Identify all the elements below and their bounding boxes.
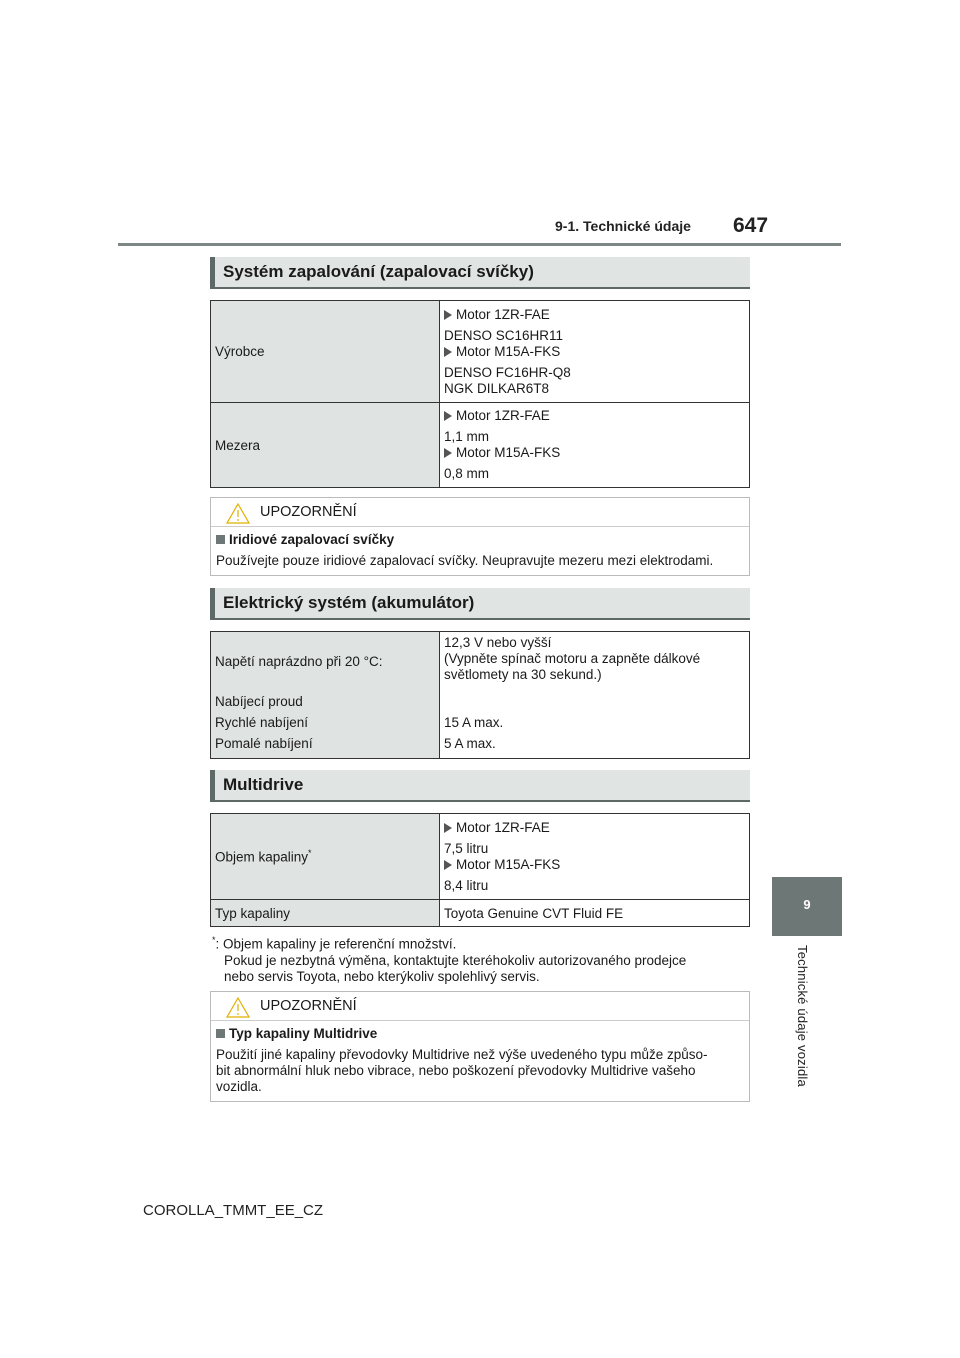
engine-1zr: Motor 1ZR-FAE [456, 819, 550, 835]
caution-text: Používejte pouze iridiové zapalovací svíčky. Neupravujte mezeru mezi elektrodami. [216, 553, 714, 568]
arrow-icon [444, 448, 452, 458]
footnote-line-2: Pokud je nezbytná výměna, kontaktujte kteréhokoliv autorizovaného prodejce [224, 952, 687, 968]
ignition-heading: Systém zapalování (zapalovací svíčky) [210, 257, 750, 289]
voltage-label: Napětí naprázdno při 20 °C: [211, 632, 440, 691]
bullet-square-icon [216, 1029, 225, 1038]
document-code: COROLLA_TMMT_EE_CZ [143, 1202, 324, 1219]
multidrive-table [210, 813, 750, 927]
plug-denso-m15a: DENSO FC16HR-Q8 [444, 364, 571, 380]
caution-box-spark-plugs [210, 497, 750, 576]
bullet-square-icon [216, 535, 225, 544]
caution-heading: UPOZORNĚNÍ [260, 998, 357, 1014]
table-row [211, 691, 750, 712]
footnote-line-3: nebo servis Toyota, nebo kterýkoliv spolehlivý servis. [224, 968, 540, 984]
warning-triangle-icon [226, 503, 250, 524]
plug-ngk-m15a: NGK DILKAR6T8 [444, 380, 550, 396]
engine-1zr: Motor 1ZR-FAE [456, 306, 550, 322]
engine-m15a: Motor M15A-FKS [456, 445, 561, 460]
caution-text-line-1: Použití jiné kapaliny převodovky Multidrive než výše uvedeného typu může způso- [216, 1047, 708, 1062]
arrow-icon [444, 347, 452, 357]
chapter-tab [772, 877, 842, 936]
caution-title: Typ kapaliny Multidrive [229, 1026, 378, 1041]
chapter-number: 9 [803, 897, 811, 912]
table-row [211, 712, 750, 733]
section-title: 9-1. Technické údaje [555, 218, 691, 234]
warning-triangle-icon [226, 997, 250, 1018]
fluid-capacity-value [440, 814, 750, 900]
charge-current-value [440, 691, 750, 712]
gap-value [440, 403, 750, 488]
table-row [211, 403, 750, 488]
ignition-table [210, 300, 750, 488]
arrow-icon [444, 411, 452, 421]
capacity-1zr: 7,5 litru [444, 840, 489, 856]
voltage-note: (Vypněte spínač motoru a zapněte dálkové světlomety na 30 sekund.) [444, 651, 701, 682]
fluid-capacity-label [211, 814, 440, 900]
table-row [211, 632, 750, 691]
gap-1zr: 1,1 mm [444, 429, 490, 444]
engine-m15a: Motor M15A-FKS [456, 343, 561, 359]
page-number: 647 [733, 214, 769, 237]
multidrive-heading: Multidrive [210, 770, 750, 802]
fast-charge-value: 15 A max. [440, 712, 750, 733]
fast-charge-label: Rychlé nabíjení [211, 712, 440, 733]
battery-heading: Elektrický systém (akumulátor) [210, 588, 750, 620]
arrow-icon [444, 860, 452, 870]
caution-text-line-3: vozidla. [216, 1079, 262, 1094]
arrow-icon [444, 823, 452, 833]
slow-charge-label: Pomalé nabíjení [211, 733, 440, 759]
capacity-m15a: 8,4 litru [444, 877, 489, 893]
caution-header [211, 992, 749, 1021]
table-row [211, 900, 750, 927]
caution-heading: UPOZORNĚNÍ [260, 504, 357, 520]
footnote-marker: * [308, 848, 312, 859]
slow-charge-value: 5 A max. [440, 733, 750, 759]
voltage-value-text: 12,3 V nebo vyšší [444, 635, 552, 650]
footnote-line-1: : Objem kapaliny je referenční množství. [215, 936, 457, 952]
fluid-type-label: Typ kapaliny [211, 900, 440, 927]
table-row [211, 814, 750, 900]
engine-m15a: Motor M15A-FKS [456, 856, 561, 872]
charge-current-label: Nabíjecí proud [211, 691, 440, 712]
battery-table [210, 631, 750, 759]
plug-denso-1zr: DENSO SC16HR11 [444, 327, 564, 343]
gap-m15a: 0,8 mm [444, 466, 490, 481]
manufacturer-value [440, 301, 750, 403]
manufacturer-label: Výrobce [211, 301, 440, 403]
engine-1zr: Motor 1ZR-FAE [456, 408, 550, 423]
caution-title: Iridiové zapalovací svíčky [229, 532, 395, 547]
footnote [212, 932, 686, 985]
caution-text-line-2: bit abnormální hluk nebo vibrace, nebo poškození převodovky Multidrive vašeho [216, 1063, 696, 1078]
caution-box-multidrive [210, 991, 750, 1102]
caution-header [211, 498, 749, 527]
fluid-type-value: Toyota Genuine CVT Fluid FE [440, 900, 750, 927]
table-row [211, 301, 750, 403]
table-row [211, 733, 750, 759]
arrow-icon [444, 310, 452, 320]
fluid-capacity-text: Objem kapaliny [215, 849, 309, 865]
header-rule [118, 243, 841, 246]
voltage-value [440, 632, 750, 691]
gap-label: Mezera [211, 403, 440, 488]
footnote-marker: * [212, 935, 216, 945]
chapter-title: Technické údaje vozidla [795, 945, 810, 1087]
